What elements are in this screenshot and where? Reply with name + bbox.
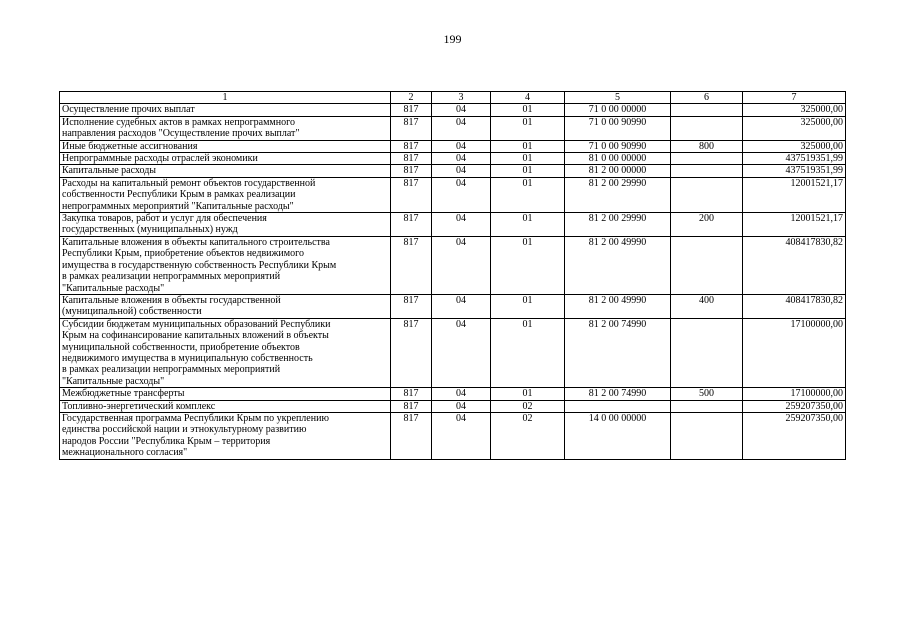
expense-type-cell: 400 bbox=[671, 294, 743, 318]
column-header: 3 bbox=[432, 92, 491, 104]
amount-cell: 259207350,00 bbox=[743, 412, 846, 459]
subsection-code-cell: 01 bbox=[491, 140, 565, 152]
expense-type-cell: 500 bbox=[671, 388, 743, 400]
section-code-cell: 04 bbox=[432, 116, 491, 140]
target-article-cell: 81 2 00 74990 bbox=[565, 388, 671, 400]
section-code-cell: 04 bbox=[432, 388, 491, 400]
row-name-cell: Исполнение судебных актов в рамках непрограммного направления расходов "Осуществление прочих выплат" bbox=[60, 116, 391, 140]
table-row bbox=[60, 140, 846, 152]
ministry-code-cell: 817 bbox=[391, 400, 432, 412]
ministry-code-cell: 817 bbox=[391, 104, 432, 116]
ministry-code-cell: 817 bbox=[391, 213, 432, 237]
expense-type-cell bbox=[671, 236, 743, 294]
ministry-code-cell: 817 bbox=[391, 140, 432, 152]
row-name-cell: Топливно-энергетический комплекс bbox=[60, 400, 391, 412]
column-header: 6 bbox=[671, 92, 743, 104]
ministry-code-cell: 817 bbox=[391, 388, 432, 400]
subsection-code-cell: 02 bbox=[491, 400, 565, 412]
row-name-cell: Капитальные вложения в объекты государственной (муниципальной) собственности bbox=[60, 294, 391, 318]
ministry-code-cell: 817 bbox=[391, 153, 432, 165]
column-header: 7 bbox=[743, 92, 846, 104]
amount-cell: 259207350,00 bbox=[743, 400, 846, 412]
target-article-cell bbox=[565, 400, 671, 412]
table-row bbox=[60, 412, 846, 459]
target-article-cell: 81 2 00 29990 bbox=[565, 177, 671, 212]
row-name-cell: Иные бюджетные ассигнования bbox=[60, 140, 391, 152]
column-header: 5 bbox=[565, 92, 671, 104]
ministry-code-cell: 817 bbox=[391, 236, 432, 294]
amount-cell: 12001521,17 bbox=[743, 213, 846, 237]
row-name-cell: Капитальные вложения в объекты капитального строительства Республики Крым, приобретение объектов недвижимого имущества в государственную собственность Республики Крым в рамках реализации непрограммных мероприятий "Капитальные расходы" bbox=[60, 236, 391, 294]
table-row bbox=[60, 294, 846, 318]
amount-cell: 408417830,82 bbox=[743, 294, 846, 318]
expense-type-cell bbox=[671, 116, 743, 140]
section-code-cell: 04 bbox=[432, 165, 491, 177]
subsection-code-cell: 01 bbox=[491, 116, 565, 140]
amount-cell: 17100000,00 bbox=[743, 388, 846, 400]
amount-cell: 325000,00 bbox=[743, 140, 846, 152]
amount-cell: 12001521,17 bbox=[743, 177, 846, 212]
target-article-cell: 14 0 00 00000 bbox=[565, 412, 671, 459]
target-article-cell: 81 0 00 00000 bbox=[565, 153, 671, 165]
expense-type-cell bbox=[671, 104, 743, 116]
section-code-cell: 04 bbox=[432, 140, 491, 152]
row-name-cell: Закупка товаров, работ и услуг для обеспечения государственных (муниципальных) нужд bbox=[60, 213, 391, 237]
table-row bbox=[60, 236, 846, 294]
ministry-code-cell: 817 bbox=[391, 116, 432, 140]
expense-type-cell: 800 bbox=[671, 140, 743, 152]
section-code-cell: 04 bbox=[432, 318, 491, 387]
subsection-code-cell: 01 bbox=[491, 104, 565, 116]
table-body bbox=[60, 104, 846, 459]
row-name-cell: Расходы на капитальный ремонт объектов государственной собственности Республики Крым в рамках реализации непрограммных мероприятий "Капитальные расходы" bbox=[60, 177, 391, 212]
section-code-cell: 04 bbox=[432, 294, 491, 318]
table-row bbox=[60, 116, 846, 140]
budget-table bbox=[59, 91, 846, 460]
target-article-cell: 81 2 00 00000 bbox=[565, 165, 671, 177]
target-article-cell: 81 2 00 74990 bbox=[565, 318, 671, 387]
section-code-cell: 04 bbox=[432, 236, 491, 294]
section-code-cell: 04 bbox=[432, 177, 491, 212]
target-article-cell: 71 0 00 90990 bbox=[565, 116, 671, 140]
column-header: 2 bbox=[391, 92, 432, 104]
row-name-cell: Капитальные расходы bbox=[60, 165, 391, 177]
ministry-code-cell: 817 bbox=[391, 165, 432, 177]
section-code-cell: 04 bbox=[432, 153, 491, 165]
column-header: 1 bbox=[60, 92, 391, 104]
expense-type-cell bbox=[671, 165, 743, 177]
table-row bbox=[60, 153, 846, 165]
table-row bbox=[60, 388, 846, 400]
amount-cell: 325000,00 bbox=[743, 104, 846, 116]
expense-type-cell bbox=[671, 400, 743, 412]
row-name-cell: Осуществление прочих выплат bbox=[60, 104, 391, 116]
target-article-cell: 81 2 00 49990 bbox=[565, 236, 671, 294]
table-row bbox=[60, 318, 846, 387]
section-code-cell: 04 bbox=[432, 400, 491, 412]
target-article-cell: 71 0 00 00000 bbox=[565, 104, 671, 116]
target-article-cell: 81 2 00 29990 bbox=[565, 213, 671, 237]
subsection-code-cell: 01 bbox=[491, 318, 565, 387]
table-row bbox=[60, 104, 846, 116]
row-name-cell: Межбюджетные трансферты bbox=[60, 388, 391, 400]
amount-cell: 17100000,00 bbox=[743, 318, 846, 387]
section-code-cell: 04 bbox=[432, 412, 491, 459]
table-row bbox=[60, 400, 846, 412]
subsection-code-cell: 01 bbox=[491, 388, 565, 400]
expense-type-cell: 200 bbox=[671, 213, 743, 237]
ministry-code-cell: 817 bbox=[391, 177, 432, 212]
subsection-code-cell: 01 bbox=[491, 177, 565, 212]
amount-cell: 408417830,82 bbox=[743, 236, 846, 294]
expense-type-cell bbox=[671, 177, 743, 212]
header-row bbox=[60, 92, 846, 104]
section-code-cell: 04 bbox=[432, 213, 491, 237]
subsection-code-cell: 01 bbox=[491, 153, 565, 165]
subsection-code-cell: 01 bbox=[491, 213, 565, 237]
row-name-cell: Непрограммные расходы отраслей экономики bbox=[60, 153, 391, 165]
amount-cell: 437519351,99 bbox=[743, 165, 846, 177]
ministry-code-cell: 817 bbox=[391, 318, 432, 387]
subsection-code-cell: 01 bbox=[491, 294, 565, 318]
target-article-cell: 81 2 00 49990 bbox=[565, 294, 671, 318]
page-number: 199 bbox=[443, 32, 462, 46]
table-row bbox=[60, 213, 846, 237]
row-name-cell: Субсидии бюджетам муниципальных образований Республики Крым на софинансирование капитальных вложений в объекты муниципальной собственности, приобретение объектов недвижимого имущества в муниципальную собственность в рамках реализации непрограммных мероприятий "Капитальные расходы" bbox=[60, 318, 391, 387]
subsection-code-cell: 01 bbox=[491, 236, 565, 294]
expense-type-cell bbox=[671, 412, 743, 459]
column-header: 4 bbox=[491, 92, 565, 104]
row-name-cell: Государственная программа Республики Крым по укреплению единства российской нации и этнокультурному развитию народов России "Республика Крым – территория межнационального согласия" bbox=[60, 412, 391, 459]
expense-type-cell bbox=[671, 318, 743, 387]
section-code-cell: 04 bbox=[432, 104, 491, 116]
amount-cell: 325000,00 bbox=[743, 116, 846, 140]
expense-type-cell bbox=[671, 153, 743, 165]
target-article-cell: 71 0 00 90990 bbox=[565, 140, 671, 152]
ministry-code-cell: 817 bbox=[391, 412, 432, 459]
table-row bbox=[60, 165, 846, 177]
subsection-code-cell: 02 bbox=[491, 412, 565, 459]
table-row bbox=[60, 177, 846, 212]
amount-cell: 437519351,99 bbox=[743, 153, 846, 165]
ministry-code-cell: 817 bbox=[391, 294, 432, 318]
subsection-code-cell: 01 bbox=[491, 165, 565, 177]
